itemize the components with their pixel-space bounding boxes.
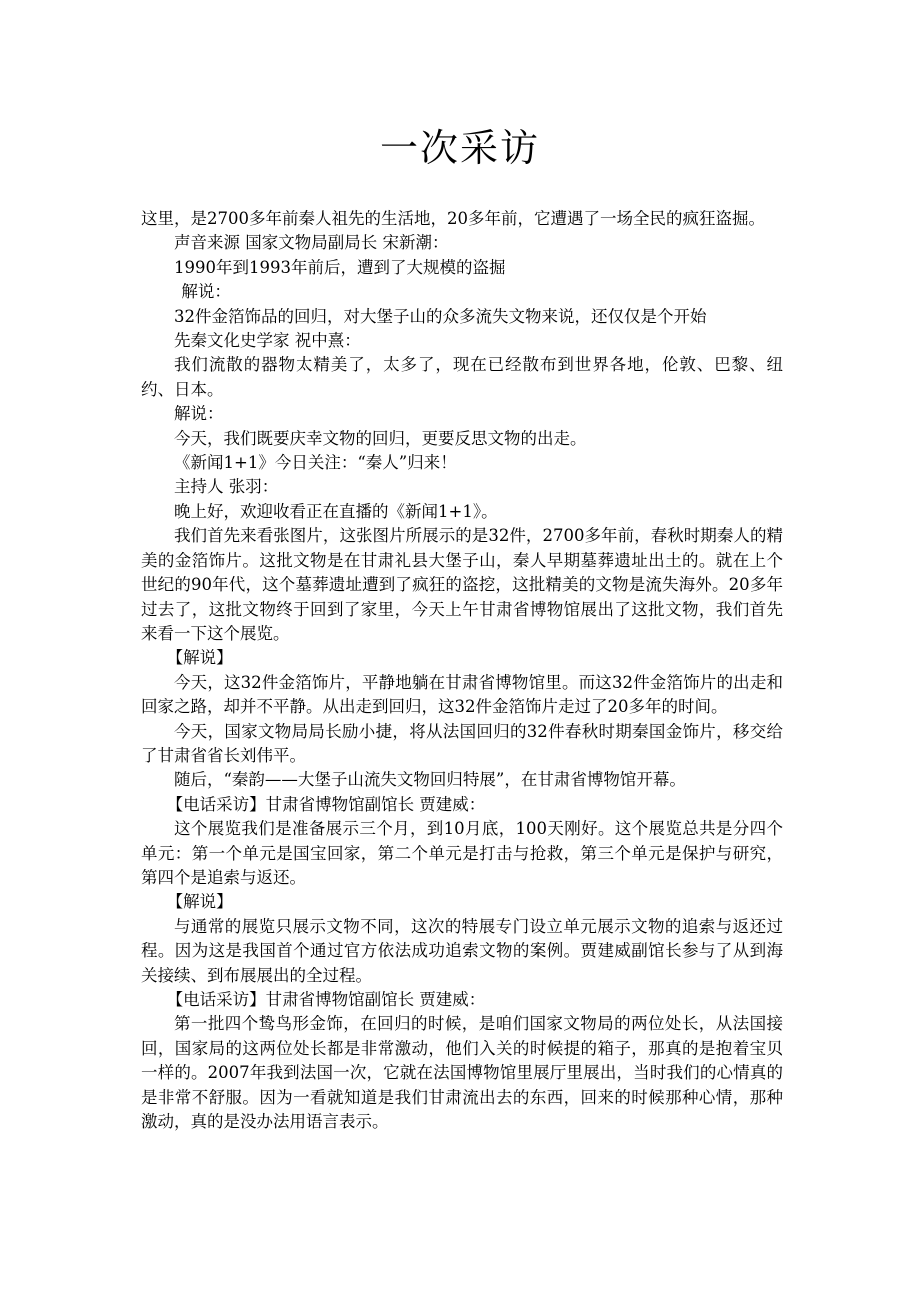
paragraph-phone-interview-label: 【电话采访】甘肃省博物馆副馆长 贾建威：	[166, 794, 486, 814]
paragraph-phone-interview-label: 【电话采访】甘肃省博物馆副馆长 贾建威：	[166, 990, 486, 1009]
paragraph-narration: 随后，“秦韵——大堡子山流失文物回归特展”，在甘肃省博物馆开幕。	[174, 770, 686, 790]
paragraph-narration: 今天，我们既要庆幸文物的回归，更要反思文物的出走。	[174, 428, 587, 448]
paragraph-narration: 32件金箔饰品的回归，对大堡子山的众多流失文物来说，还仅仅是个开始	[174, 306, 707, 326]
paragraph-speaker-song: 声音来源 国家文物局副局长 宋新潮：	[174, 233, 449, 253]
paragraph-narration-label: 解说：	[181, 282, 231, 302]
paragraph-narration: 今天，这32件金箔饰片，平静地躺在甘肃省博物馆里。而这32件金箔饰片的出走和回家之路，却并不平静。从出走到回归，这32件金箔饰片走过了20多年的时间。	[141, 672, 783, 717]
paragraph-intro: 这里，是2700多年前秦人祖先的生活地，20多年前，它遭遇了一场全民的疯狂盗掘。	[141, 209, 765, 228]
paragraph-host-intro: 我们首先来看张图片，这张图片所展示的是32件，2700多年前，春秋时期秦人的精美的金箔饰片。这批文物是在甘肃礼县大堡子山，秦人早期墓葬遗址出土的。就在上个世纪的90年代，这个墓葬遗址遭到了疯狂的盗挖，这批精美的文物是流失海外。20多年过去了，这批文物终于回到了家里，今天上午甘肃省博物馆展出了这批文物，我们首先来看一下这个展览。	[141, 526, 783, 643]
document-body	[141, 207, 783, 1134]
paragraph-narration-label: 解说：	[174, 404, 224, 424]
document-title: 一次采访	[379, 126, 540, 170]
paragraph-quote-zhu: 我们流散的器物太精美了，太多了，现在已经散布到世界各地，伦敦、巴黎、纽约、日本。	[141, 355, 783, 399]
paragraph-host-greeting: 晚上好，欢迎收看正在直播的《新闻1+1》。	[174, 501, 498, 521]
paragraph-narration-label: 【解说】	[166, 892, 233, 912]
paragraph-narration: 与通常的展览只展示文物不同，这次的特展专门设立单元展示文物的追索与返还过程。因为这是我国首个通过官方依法成功追索文物的案例。贾建威副馆长参与了从到海关接续、到布展展出的全过程。	[141, 916, 783, 985]
paragraph-narration: 今天，国家文物局局长励小捷，将从法国回归的32件春秋时期秦国金饰片，移交给了甘肃省省长刘伟平。	[141, 721, 783, 765]
paragraph-narration-label: 【解说】	[166, 648, 233, 668]
paragraph-program-title: 《新闻1+1》今日关注：“秦人”归来！	[174, 453, 457, 473]
paragraph-quote-song: 1990年到1993年前后，遭到了大规模的盗掘	[174, 257, 506, 277]
paragraph-speaker-zhu: 先秦文化史学家 祝中熹：	[174, 331, 361, 351]
paragraph-interview-answer: 这个展览我们是准备展示三个月，到10月底，100天刚好。这个展览总共是分四个单元：第一个单元是国宝回家，第二个单元是打击与抢救，第三个单元是保护与研究，第四个是追索与返还。	[141, 819, 783, 887]
paragraph-interview-answer: 第一批四个鸷鸟形金饰，在回归的时候，是咱们国家文物局的两位处长，从法国接回，国家局的这两位处长都是非常激动，他们入关的时候提的箱子，那真的是抱着宝贝一样的。2007年我到法国一次，它就在法国博物馆里展厅里展出，当时我们的心情真的是非常不舒服。因为一看就知道是我们甘肃流出去的东西，回来的时候那种心情，那种激动，真的是没办法用语言表示。	[141, 1014, 783, 1132]
paragraph-host-label: 主持人 张羽：	[174, 477, 279, 497]
